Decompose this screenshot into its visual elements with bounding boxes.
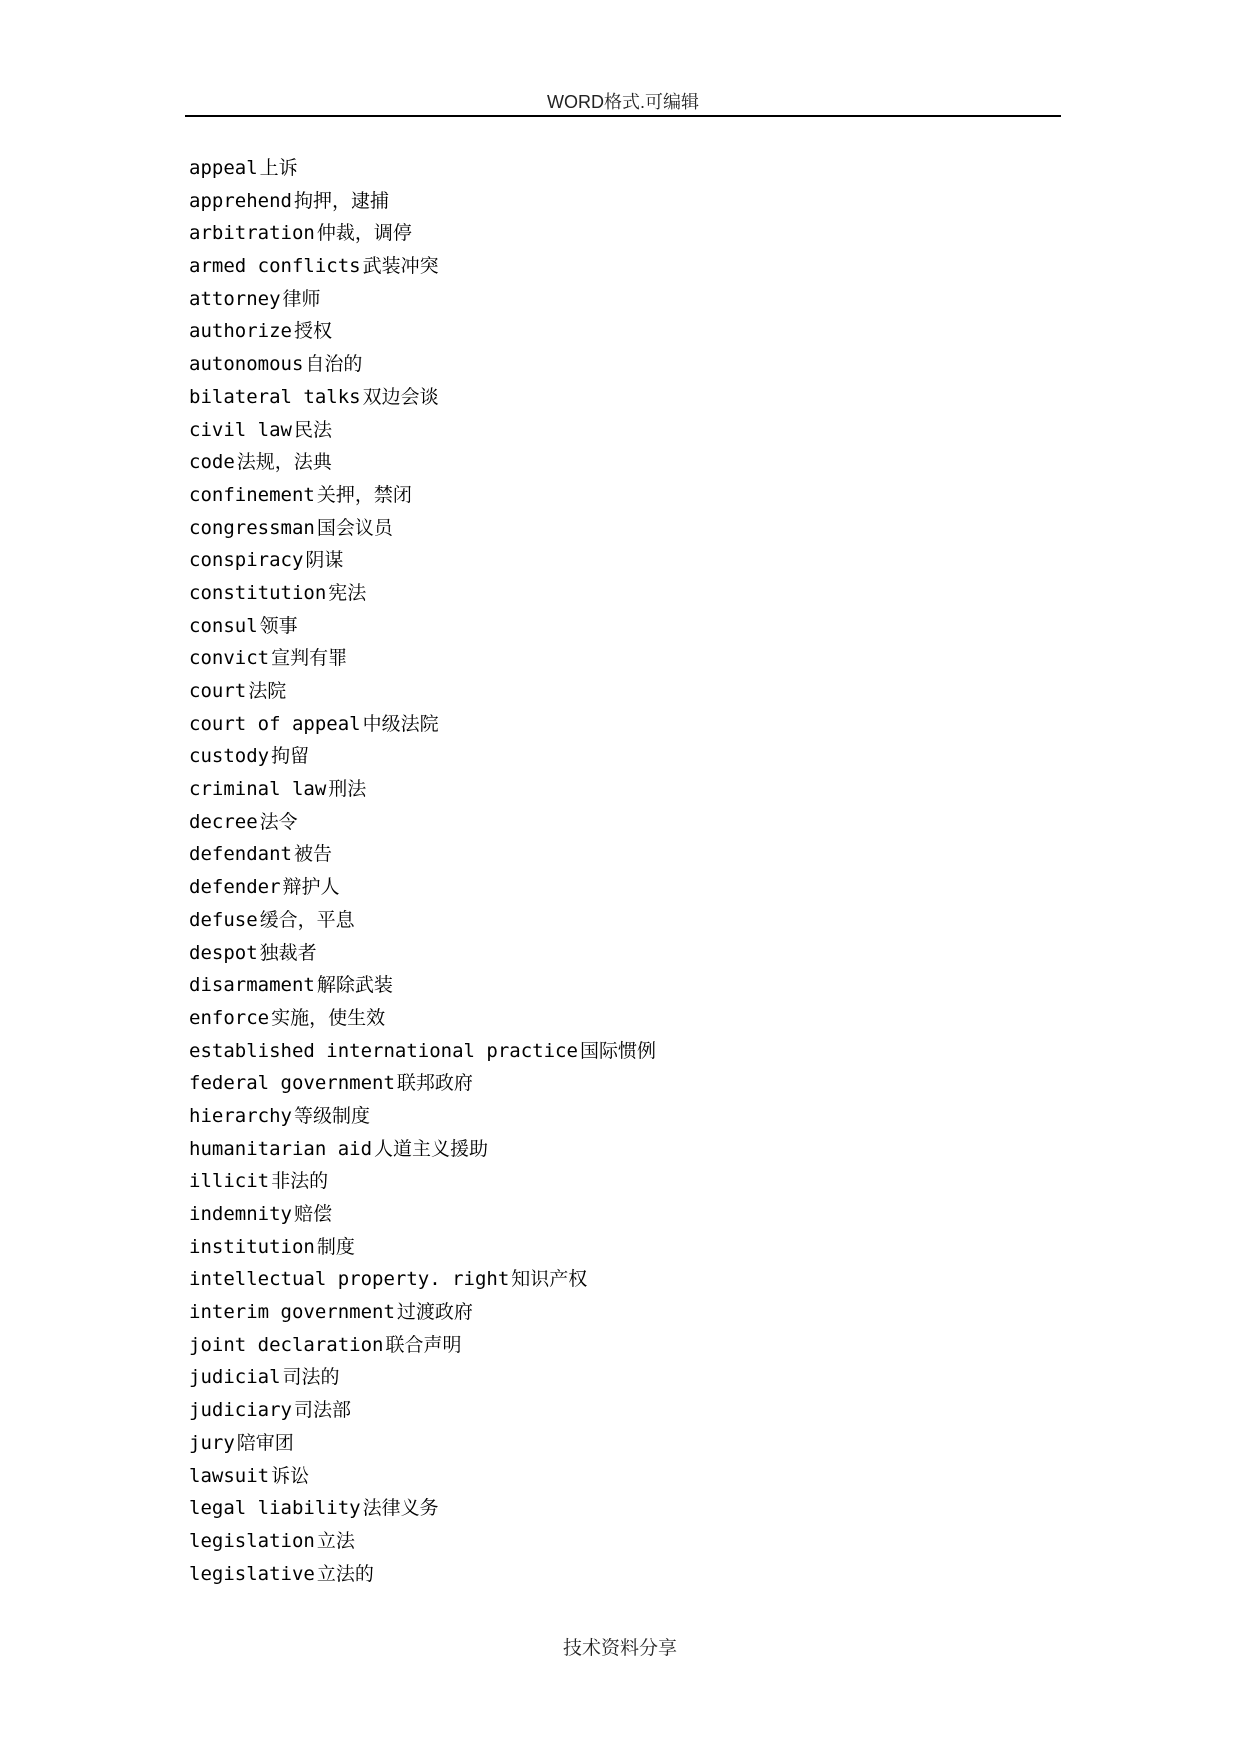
term-chinese: 自治的 xyxy=(305,353,363,376)
term-chinese: 联邦政府 xyxy=(396,1072,473,1095)
term-english: humanitarian aid xyxy=(189,1137,373,1160)
glossary-entry xyxy=(189,446,656,479)
glossary-entry xyxy=(189,250,656,283)
glossary-entry xyxy=(189,969,656,1002)
term-chinese: 非法的 xyxy=(271,1170,329,1193)
term-chinese: 武装冲突 xyxy=(362,255,439,278)
term-english: bilateral talks xyxy=(189,385,361,408)
term-english: illicit xyxy=(189,1170,270,1193)
glossary-entry xyxy=(189,773,656,806)
term-chinese: 司法部 xyxy=(293,1399,351,1422)
term-english: institution xyxy=(189,1235,315,1258)
glossary-entry xyxy=(189,544,656,577)
glossary-entry xyxy=(189,1296,656,1329)
term-english: intellectual property. right xyxy=(189,1268,510,1291)
term-english: legal liability xyxy=(189,1497,361,1520)
glossary-entry xyxy=(189,1394,656,1427)
term-chinese: 领事 xyxy=(259,614,298,637)
glossary-entry xyxy=(189,185,656,218)
term-chinese: 制度 xyxy=(316,1235,355,1258)
glossary-entry xyxy=(189,1133,656,1166)
term-english: criminal law xyxy=(189,778,327,801)
term-chinese: 知识产权 xyxy=(511,1268,588,1291)
term-english: disarmament xyxy=(189,974,315,997)
term-chinese: 司法的 xyxy=(282,1366,340,1389)
term-chinese: 立法的 xyxy=(316,1562,374,1585)
term-english: conspiracy xyxy=(189,549,304,572)
glossary-entry xyxy=(189,1100,656,1133)
term-chinese: 赔偿 xyxy=(293,1203,332,1225)
term-english: attorney xyxy=(189,287,281,310)
term-english: indemnity xyxy=(189,1203,292,1225)
glossary-entry xyxy=(189,283,656,316)
term-chinese: 联合声明 xyxy=(385,1333,462,1356)
term-chinese: 国会议员 xyxy=(316,516,393,539)
glossary-entry xyxy=(189,1460,656,1493)
glossary-entry xyxy=(189,381,656,414)
term-chinese: 等级制度 xyxy=(293,1104,370,1127)
term-english: lawsuit xyxy=(189,1464,270,1487)
term-chinese: 授权 xyxy=(293,320,332,343)
term-english: armed conflicts xyxy=(189,255,361,278)
term-chinese: 人道主义援助 xyxy=(374,1137,489,1160)
glossary-entry xyxy=(189,1558,656,1591)
term-english: judicial xyxy=(189,1366,281,1389)
term-english: custody xyxy=(189,745,270,768)
term-english: established international practice xyxy=(189,1039,578,1062)
term-chinese: 独裁者 xyxy=(259,941,317,964)
glossary-entry xyxy=(189,1002,656,1035)
term-english: court of appeal xyxy=(189,712,361,735)
term-chinese: 国际惯例 xyxy=(579,1039,656,1062)
term-english: joint declaration xyxy=(189,1333,384,1356)
glossary-entry xyxy=(189,610,656,643)
header-divider xyxy=(185,115,1061,117)
glossary-entry xyxy=(189,838,656,871)
glossary-entry xyxy=(189,1165,656,1198)
glossary-entry xyxy=(189,1427,656,1460)
term-chinese: 宪法 xyxy=(328,581,367,604)
term-english: court xyxy=(189,680,247,702)
glossary-entry xyxy=(189,1492,656,1525)
term-english: legislative xyxy=(189,1562,315,1585)
glossary-list xyxy=(189,152,656,1590)
term-english: legislation xyxy=(189,1529,315,1552)
term-chinese: 被告 xyxy=(293,843,332,866)
glossary-entry xyxy=(189,1035,656,1068)
term-chinese: 宣判有罪 xyxy=(271,647,348,670)
term-english: defendant xyxy=(189,843,292,866)
term-chinese: 解除武装 xyxy=(316,974,393,997)
glossary-entry xyxy=(189,904,656,937)
glossary-entry xyxy=(189,871,656,904)
glossary-entry xyxy=(189,577,656,610)
glossary-entry xyxy=(189,1263,656,1296)
term-english: judiciary xyxy=(189,1399,292,1422)
term-english: enforce xyxy=(189,1006,270,1029)
term-english: hierarchy xyxy=(189,1104,292,1127)
term-english: confinement xyxy=(189,483,315,506)
glossary-entry xyxy=(189,1525,656,1558)
glossary-entry xyxy=(189,414,656,447)
term-chinese: 缓合，平息 xyxy=(259,908,355,931)
term-chinese: 法律义务 xyxy=(362,1497,439,1520)
term-chinese: 法令 xyxy=(259,810,298,833)
term-english: congressman xyxy=(189,516,315,539)
term-english: decree xyxy=(189,810,258,833)
glossary-entry xyxy=(189,1361,656,1394)
glossary-entry xyxy=(189,937,656,970)
glossary-entry xyxy=(189,1198,656,1231)
page-header: WORD格式.可编辑 xyxy=(547,92,699,112)
glossary-entry xyxy=(189,1067,656,1100)
term-chinese: 辩护人 xyxy=(282,876,340,899)
term-english: jury xyxy=(189,1431,235,1454)
term-chinese: 诉讼 xyxy=(271,1464,310,1487)
term-chinese: 双边会谈 xyxy=(362,385,439,408)
page-footer: 技术资料分享 xyxy=(562,1637,677,1659)
term-english: apprehend xyxy=(189,189,292,212)
term-english: constitution xyxy=(189,581,327,604)
glossary-entry xyxy=(189,1231,656,1264)
glossary-entry xyxy=(189,479,656,512)
glossary-entry xyxy=(189,708,656,741)
term-english: civil law xyxy=(189,418,292,441)
term-chinese: 中级法院 xyxy=(362,712,439,735)
term-english: despot xyxy=(189,941,258,964)
glossary-entry xyxy=(189,1329,656,1362)
term-chinese: 阴谋 xyxy=(305,549,344,572)
term-english: consul xyxy=(189,614,258,637)
term-english: federal government xyxy=(189,1072,395,1095)
glossary-entry xyxy=(189,806,656,839)
glossary-entry xyxy=(189,152,656,185)
term-chinese: 刑法 xyxy=(328,778,367,801)
term-english: defuse xyxy=(189,908,258,931)
term-chinese: 法院 xyxy=(248,680,287,702)
glossary-entry xyxy=(189,315,656,348)
term-chinese: 过渡政府 xyxy=(396,1301,473,1324)
term-chinese: 陪审团 xyxy=(236,1431,294,1454)
glossary-entry xyxy=(189,740,656,773)
glossary-entry xyxy=(189,675,656,708)
term-chinese: 律师 xyxy=(282,287,321,310)
glossary-entry xyxy=(189,217,656,250)
term-english: defender xyxy=(189,876,281,899)
term-chinese: 上诉 xyxy=(259,157,298,179)
term-english: convict xyxy=(189,647,270,670)
glossary-entry xyxy=(189,512,656,545)
term-chinese: 仲裁，调停 xyxy=(316,222,412,245)
term-chinese: 法规，法典 xyxy=(236,451,332,474)
glossary-entry xyxy=(189,348,656,381)
term-chinese: 关押，禁闭 xyxy=(316,483,412,506)
term-english: appeal xyxy=(189,157,258,179)
term-chinese: 立法 xyxy=(316,1529,355,1552)
term-chinese: 实施，使生效 xyxy=(271,1006,386,1029)
term-chinese: 拘押，逮捕 xyxy=(293,189,389,212)
term-english: arbitration xyxy=(189,222,315,245)
term-english: autonomous xyxy=(189,353,304,376)
term-english: authorize xyxy=(189,320,292,343)
glossary-entry xyxy=(189,642,656,675)
term-english: code xyxy=(189,451,235,474)
term-chinese: 拘留 xyxy=(271,745,310,768)
term-chinese: 民法 xyxy=(293,418,332,441)
term-english: interim government xyxy=(189,1301,395,1324)
